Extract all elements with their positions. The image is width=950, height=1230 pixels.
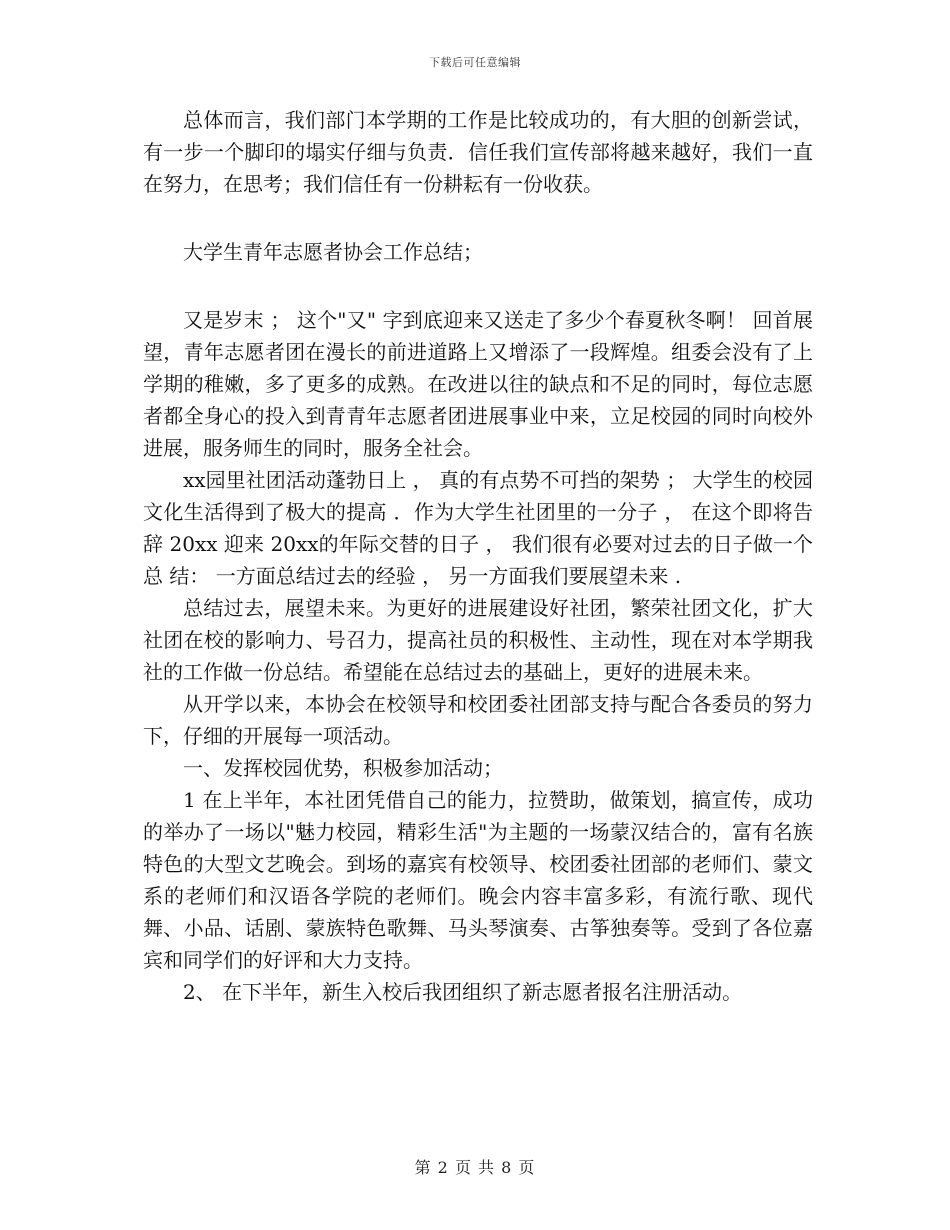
document-body	[143, 104, 813, 1008]
paragraph-item-one: 1 在上半年，本社团凭借自己的能力，拉赞助，做策划，搞宣传，成功的举办了一场以"魅力校园，精彩生活"为主题的一场蒙汉结合的，富有名族特色的大型文艺晚会。到场的嘉宾有校领导、校团委社团部的老师们、蒙文系的老师们和汉语各学院的老师们。晚会内容丰富多彩，有流行歌、现代舞、小品、话剧、蒙族特色歌舞、马头琴演奏、古筝独奏等。受到了各位嘉宾和同学们的好评和大力支持。	[143, 788, 813, 972]
paragraph-item-two: 2、 在下半年，新生入校后我团组织了新志愿者报名注册活动。	[183, 980, 743, 1004]
section-title: 大学生青年志愿者协会工作总结；	[183, 240, 483, 264]
paragraph-campus-clubs: xx园里社团活动蓬勃日上 ， 真的有点势不可挡的架势 ； 大学生的校园文化生活得到了极大的提高 ．作为大学生社团里的一分子 ， 在这个即将告辞 20xx 迎来 20xx的年际交替的日子 ， 我们很有必要对过去的日子做一个总 结： 一方面总结过去的经验 ， 另一方面我们要展望未来 .	[143, 468, 813, 588]
paragraph-summary: 总体而言，我们部门本学期的工作是比较成功的，有大胆的创新尝试，有一步一个脚印的塌实仔细与负责．信任我们宣传部将越来越好，我们一直在努力，在思考；我们信任有一份耕耘有一份收获。	[143, 108, 813, 196]
paragraph-year-end: 又是岁末 ； 这个"又" 字到底迎来又送走了多少个春夏秋冬啊！ 回首展望，青年志愿者团在漫长的前进道路上又增添了一段辉煌。组委会没有了上学期的稚嫩，多了更多的成熟。在改进以往的缺点和不足的同时，每位志愿者都全身心的投入到青青年志愿者团进展事业中来，立足校园的同时向校外进展，服务师生的同时，服务全社会。	[143, 308, 813, 460]
page-header: 下载后可任意编辑	[429, 56, 521, 69]
paragraph-review-future: 总结过去，展望未来。为更好的进展建设好社团，繁荣社团文化，扩大社团在校的影响力、号召力，提高社员的积极性、主动性，现在对本学期我社的工作做一份总结。希望能在总结过去的基础上，更好的进展未来。	[143, 596, 813, 684]
heading-part-one: 一、发挥校园优势，积极参加活动；	[183, 756, 503, 780]
paragraph-since-term-start: 从开学以来，本协会在校领导和校团委社团部支持与配合各委员的努力下，仔细的开展每一项活动。	[143, 692, 813, 748]
page-footer: 第 2 页 共 8 页	[414, 1158, 536, 1177]
